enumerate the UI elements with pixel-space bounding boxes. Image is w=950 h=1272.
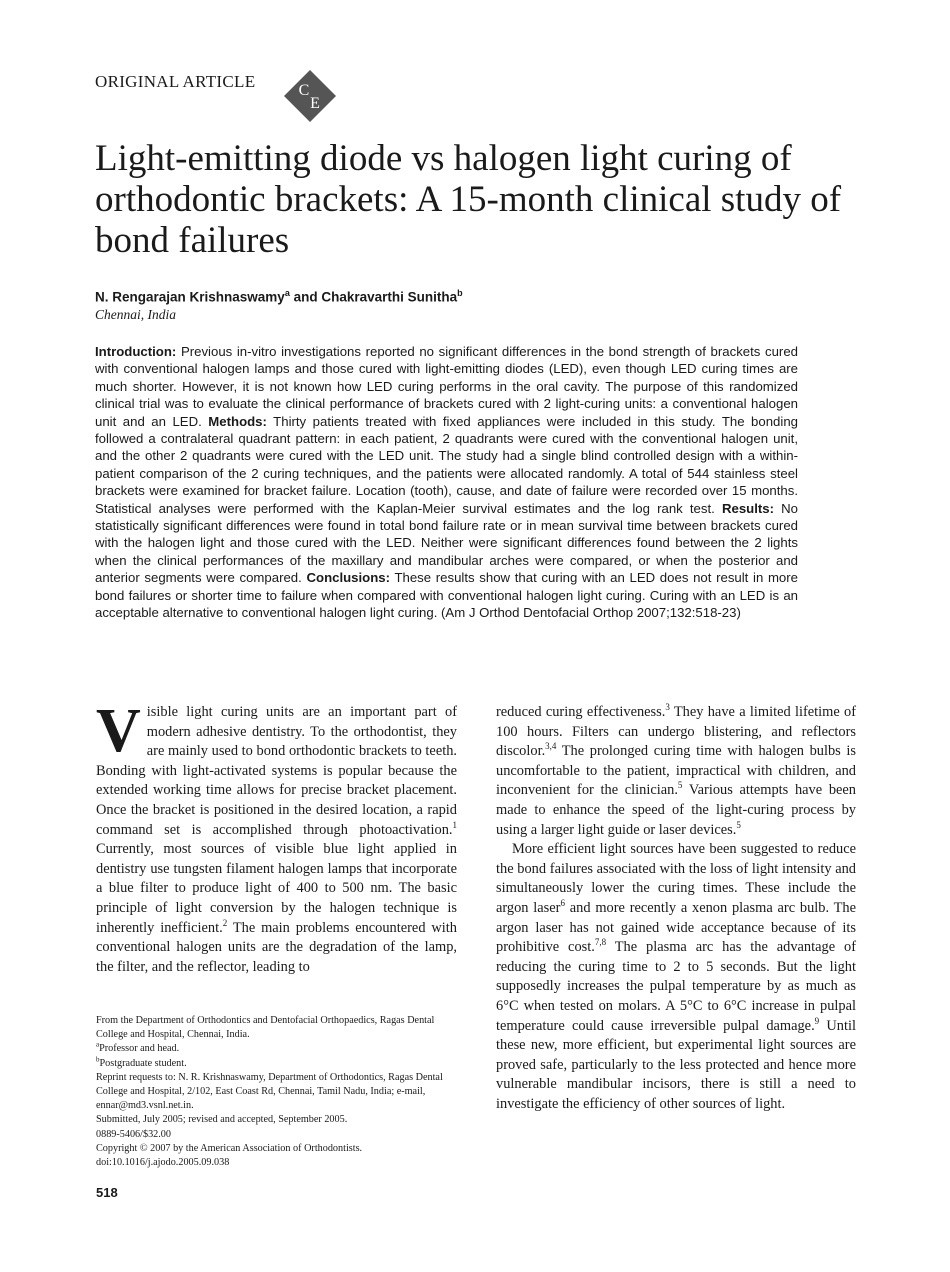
footnote-b-text: Postgraduate student. [99,1057,187,1069]
body-text: and more recently a xenon plasma arc bulb. The argon laser has not gained wide acceptance because of its prohibitive cost. [496,899,856,956]
author-location: Chennai, India [95,307,176,322]
body-text: Currently, most sources of visible blue light applied in dentistry use tungsten filament halogen lamps that incorporate a blue filter to produce light of 400 to 500 nm. The basic principle of light conversion by the halogen technique is inherently inefficient. [96,841,457,936]
citation-ref: 6 [560,898,565,909]
author-1-affiliation-mark: a [284,288,290,298]
footnote-issn: 0889-5406/$32.00 [96,1128,171,1140]
citation-ref: 2 [222,917,228,928]
author-2-affiliation-mark: b [457,288,463,298]
ce-badge-letter-e: E [310,95,320,112]
article-title: Light-emitting diode vs halogen light curing of orthodontic brackets: A 15-month clinical study of bond failures [95,138,842,261]
abstract-conclusions-label: Conclusions: [306,570,391,586]
abstract-methods-text: Thirty patients treated with fixed appliances were included in this study. The bonding followed a contralateral quadrant pattern: in each patient, 2 quadrants were cured with the conventional halogen unit, and the other 2 quadrants were cured with the LED unit. The study had a single blind controlled design with a within-patient comparison of the 2 curing techniques, and the patients were allocated randomly. A total of 544 stainless steel brackets were examined for bracket failure. Location (tooth), cause, and date of failure were recorded over 15 months. Statistical analyses were performed with the Kaplan-Meier survival estimates and the log rank test. [95,413,798,516]
footnote-a [96,1042,457,1056]
citation-ref: 1 [452,819,457,830]
footnote-affiliation: From the Department of Orthodontics and Dentofacial Orthopaedics, Ragas Dental College and Hospital, Chennai, India. [96,1015,435,1041]
page-number: 518 [96,1185,118,1200]
body-text: reduced curing effectiveness. [496,704,666,720]
body-text: They have a limited lifetime of 100 hours. Filters can undergo blistering, and reflectors discolor. [496,704,856,760]
abstract-results-text: No statistically significant differences were found in total bond failure rate or in mean survival time between brackets cured with the halogen light and those cured with the LED. Neither were significant differences found between the 2 lights when the clinical performances of the maxillary and mandibular arches were compared, or when the posterior and anterior segments were compared. [95,500,798,586]
abstract [95,343,798,622]
drop-cap: V [96,697,141,765]
citation-ref: 3,4 [545,741,557,752]
abstract-introduction-label: Introduction: [95,344,177,359]
body-paragraph [96,697,457,977]
citation-ref: 5 [677,780,683,791]
body-text: isible light curing units are an important part of modern adhesive dentistry. To the orthodontist, they are mainly used to bond orthodontic brackets to teeth. Bonding with light-activated systems is popular because the extended working time allows for precise bracket placement. Once the bracket is positioned in the desired location, a rapid command set is accomplished through photoactivation. [96,704,457,838]
abstract-introduction-text: Previous in-vitro investigations reported no significant differences in the bond strength of brackets cured with conventional halogen lamps and those cured with light-emitting diodes (LED), even though LED curing times are much shorter. However, it is not known how LED curing performs in the oral cavity. The purpose of this randomized clinical trial was to evaluate the clinical performance of brackets cured with 2 light-curing units: a conventional halogen unit and an LED. [95,344,798,429]
footnotes [96,1014,457,1170]
section-label: ORIGINAL ARTICLE [95,72,256,91]
author-1-name: N. Rengarajan Krishnaswamy [95,289,285,305]
body-paragraph [496,840,856,1114]
footnote-b-mark: b [96,1055,100,1064]
body-text: The plasma arc has the advantage of reducing the curing time to 2 to 5 seconds. But the light supposedly increases the pulpal temperature by as much as 6°C when tested on molars. A 5°C to 6°C increase in pulpal temperature could cause irreversible pulpal damage. [496,939,856,1034]
author-2-name: Chakravarthi Sunitha [321,289,458,305]
citation-ref: 5 [736,819,741,830]
abstract-conclusions-text: These results show that curing with an LED does not result in more bond failures or shorter time to failure when compared with conventional halogen light curing. Curing with an LED is an acceptable alternative to conventional halogen light curing. (Am J Orthod Dentofacial Orthop 2007;132:518-23) [95,570,798,621]
body-text: The prolonged curing time with halogen bulbs is uncomfortable to the patient, impractical with children, and inconvenient for the clinician. [496,743,856,799]
footnote-b [96,1057,457,1071]
body-text: The main problems encountered with conventional halogen units are the degradation of the lamp, the filter, and the reflector, leading to [96,919,457,975]
ce-badge-letter-c: C [298,82,310,99]
citation-ref: 7,8 [594,937,607,948]
footnote-doi: doi:10.1016/j.ajodo.2005.09.038 [96,1157,230,1169]
body-text: More efficient light sources have been suggested to reduce the bond failures associated with the loss of light intensity and simultaneously lower the curing times. These include the argon laser [496,841,856,916]
abstract-methods-label: Methods: [208,413,267,429]
footnote-submitted: Submitted, July 2005; revised and accepted, September 2005. [96,1114,348,1126]
citation-ref: 3 [665,702,670,713]
body-column-right [496,703,856,1114]
author-line [95,288,463,305]
body-text: Until these new, more efficient, but experimental light sources are proved safe, particularly to the less protected and hence more vulnerable mandibular incisors, there is still a need to investigate the efficiency of other sources of light. [496,1017,856,1112]
ce-credit-icon [284,70,336,122]
footnote-copyright: Copyright © 2007 by the American Association of Orthodontists. [96,1142,363,1154]
body-paragraph [496,703,856,840]
footnote-a-mark: a [96,1041,100,1050]
body-text: Various attempts have been made to enhance the speed of the light-curing process by using a larger light guide or laser devices. [496,782,856,838]
author-conjunction: and [289,289,322,305]
footnote-reprint: Reprint requests to: N. R. Krishnaswamy, Department of Orthodontics, Ragas Dental College and Hospital, 2/102, East Coast Rd, Chennai, Tamil Nadu, India; e-mail, ennar@md3.vsnl.net.in. [96,1071,443,1112]
citation-ref: 9 [814,1015,820,1026]
footnote-a-text: Professor and head. [99,1043,180,1055]
body-column-left [96,697,457,977]
abstract-results-label: Results: [721,500,774,516]
